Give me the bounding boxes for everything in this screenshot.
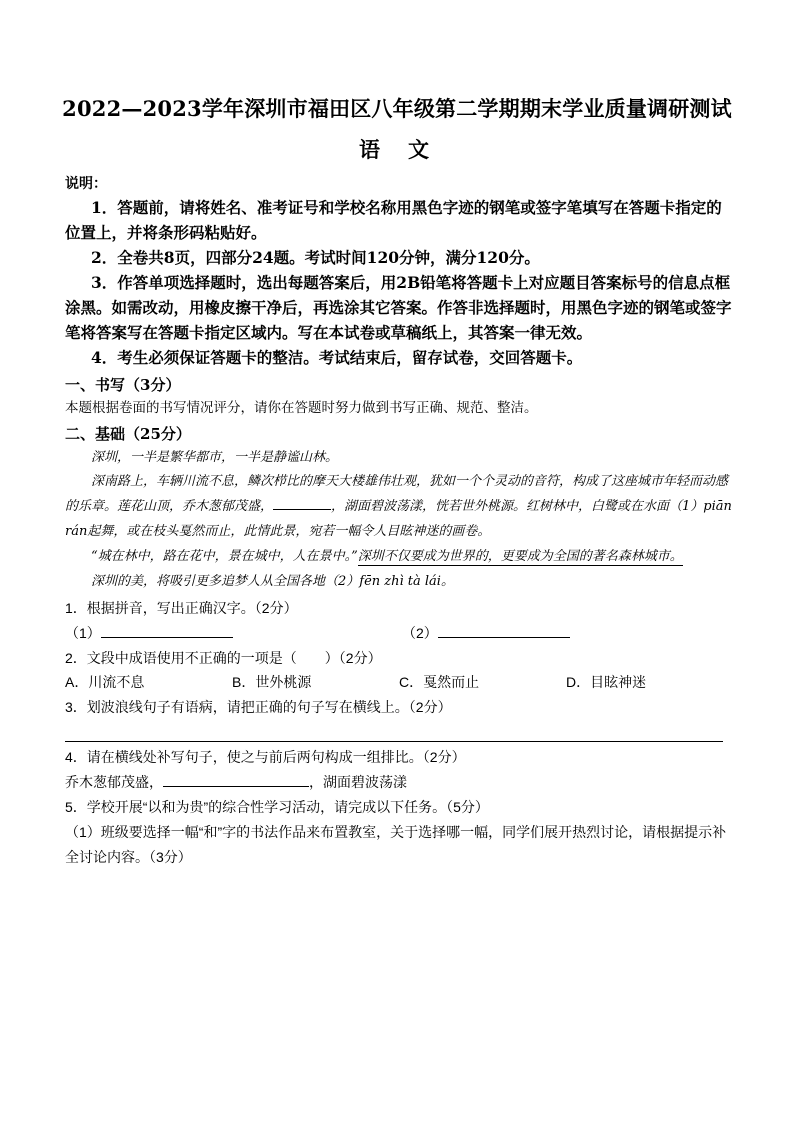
instruction-text: 答题前，请将姓名、准考证号和学校名称用黑色字迹的钢笔或签字笔填写在答题卡指定的位置上，并将条形码粘贴好。: [65, 198, 722, 242]
passage-paragraph-3: [65, 544, 733, 569]
instruction-item-4: [65, 345, 733, 370]
question-5: 5．学校开展“以和为贵”的综合性学习活动，请完成以下任务。（5分）: [65, 799, 489, 815]
q2-option-a[interactable]: A．川流不息: [65, 674, 145, 690]
instruction-number: 3．: [91, 273, 118, 292]
section2-heading: 二、基础（25分）: [65, 425, 191, 443]
wavy-underlined-sentence: 深圳不仅要成为世界的，更要成为全国的著名森林城市。: [357, 549, 683, 564]
q2-option-d[interactable]: D．目眩神迷: [566, 674, 647, 690]
passage-paragraph-2: [65, 469, 733, 544]
section1-text: 本题根据卷面的书写情况评分，请你在答题时努力做到书写正确、规范、整洁。: [65, 400, 538, 415]
q4-text-after: ，湖面碧波荡漾: [309, 774, 407, 790]
instruction-text: 考生必须保证答题卡的整洁。考试结束后，留存试卷，交回答题卡。: [117, 348, 583, 367]
subject-title: 语文: [359, 137, 457, 162]
passage-text: 深圳的美，将吸引更多追梦人从全国各地（2）fēn zhì tà lái。: [91, 574, 454, 589]
q1-blank-label: （2）: [402, 625, 438, 641]
instruction-number: 2．: [91, 248, 118, 267]
q1-blank-label: （1）: [65, 625, 101, 641]
q4-answer-line[interactable]: [163, 772, 309, 787]
q4-text-before: 乔木葱郁茂盛，: [65, 774, 163, 790]
question-4: 4．请在横线处补写句子，使之与前后两句构成一组排比。（2分）: [65, 749, 466, 765]
section1-heading: 一、书写（3分）: [65, 376, 181, 394]
question-3: 3．划波浪线句子有语病，请把正确的句子写在横线上。（2分）: [65, 699, 452, 715]
passage-text: 深圳，一半是繁华都市，一半是静谧山林。: [91, 450, 339, 465]
q2-option-c[interactable]: C．戛然而止: [399, 674, 480, 690]
passage-paragraph-1: [65, 445, 733, 470]
instruction-text: 全卷共8页，四部分24题。考试时间120分钟，满分120分。: [117, 248, 540, 267]
passage-text: ，湖面碧波荡漾，恍若世外桃源。红树林中，白鹭或在水面（1）piān rán起舞，或在枝头戛然而止，此情此景，宛若一幅令人目眩神迷的画卷。: [65, 499, 732, 539]
instruction-number: 1．: [91, 198, 118, 217]
q3-answer-line[interactable]: [65, 741, 723, 742]
instruction-item-1: [65, 195, 733, 245]
q1-answer-1: [65, 623, 233, 643]
q2-option-b[interactable]: B．世外桃源: [232, 674, 312, 690]
instructions-label: 说明：: [65, 175, 107, 191]
passage-quote: “城在林中，路在花中，景在城中，人在景中。”: [91, 549, 358, 564]
instruction-number: 4．: [91, 348, 118, 367]
q1-answer-2: [402, 623, 570, 643]
question-5-part-1: （1）班级要选择一幅“和”字的书法作品来布置教室，关于选择哪一幅，同学们展开热烈讨论，请根据提示补全讨论内容。（3分）: [65, 824, 727, 865]
passage-paragraph-4: [65, 569, 733, 594]
question-1: 1．根据拼音，写出正确汉字。（2分）: [65, 600, 298, 616]
q1-answer-line-2[interactable]: [438, 623, 570, 638]
passage-text: 深南路上，车辆川流不息，鳞次栉比的摩天大楼雄伟壮观，犹如一个个灵动的音符，构成了这座城市年轻而动感的乐章。莲花山顶，乔木葱郁茂盛，: [65, 474, 729, 514]
question-2: 2．文段中成语使用不正确的一项是（ ）（2分）: [65, 650, 382, 666]
instruction-item-3: [65, 270, 733, 345]
instruction-text: 作答单项选择题时，选出每题答案后，用2B铅笔将答题卡上对应题目答案标号的信息点框涂黑。如需改动，用橡皮擦干净后，再选涂其它答案。作答非选择题时，用黑色字迹的钢笔或签字笔将答案写在答题卡指定区域内。写在本试卷或草稿纸上，其答案一律无效。: [65, 273, 732, 342]
passage-fill-blank[interactable]: [273, 509, 331, 510]
instruction-item-2: [65, 245, 733, 270]
q1-answer-line-1[interactable]: [101, 623, 233, 638]
q4-answer-row: [65, 772, 407, 792]
exam-title: 2022—2023学年深圳市福田区八年级第二学期期末学业质量调研测试: [62, 96, 732, 121]
